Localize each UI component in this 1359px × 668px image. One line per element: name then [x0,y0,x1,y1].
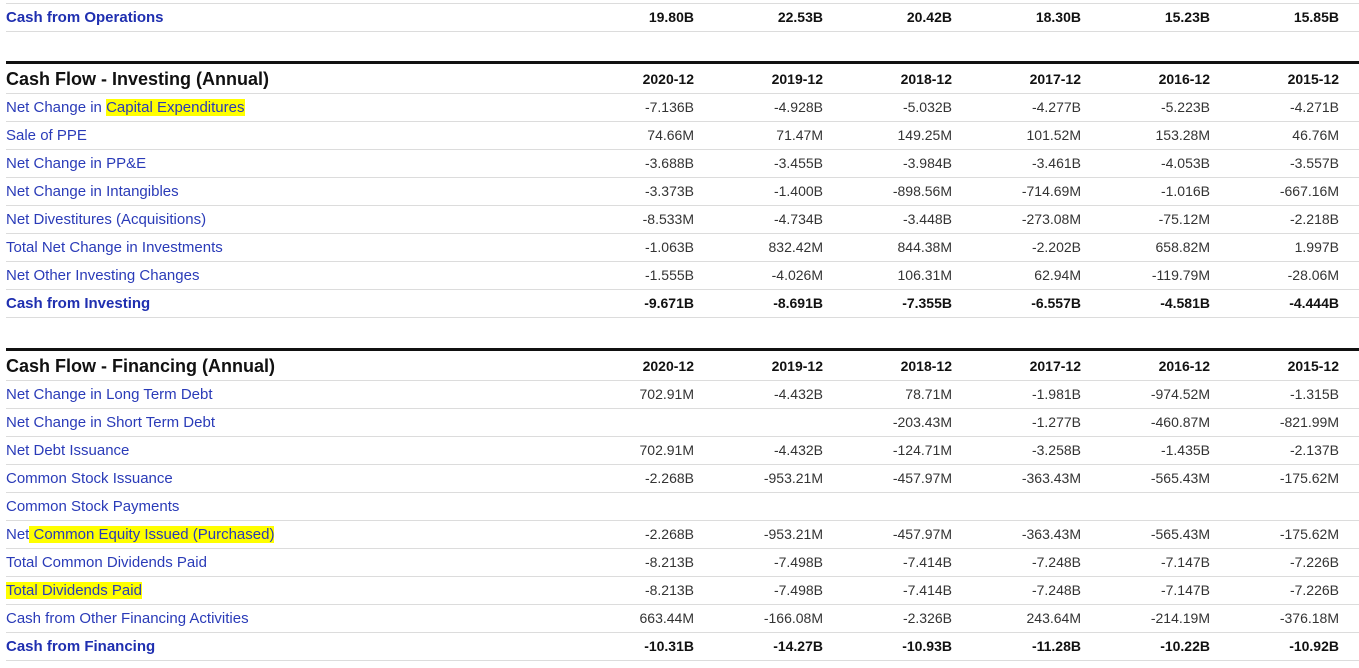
value-cell: -1.981B [1031,386,1081,402]
value-cell: -2.137B [1289,442,1339,458]
value-cell: -4.053B [1160,155,1210,171]
value-cell: -10.92B [1289,638,1339,654]
year-header: 2015-12 [1287,358,1339,374]
value-cell: 243.64M [1026,610,1081,626]
value-cell: -10.93B [902,638,952,654]
year-header: 2016-12 [1158,358,1210,374]
value-cell: -7.226B [1289,554,1339,570]
year-header: 2019-12 [771,71,823,87]
table-row [6,262,1359,290]
value-cell: -565.43M [1150,470,1210,486]
value-cell: -7.136B [644,99,694,115]
row-label[interactable]: Cash from Other Financing Activities [6,610,249,627]
value-cell: -7.147B [1160,554,1210,570]
value-cell: 844.38M [897,239,952,255]
highlighted-label-text: Capital Expenditures [106,99,245,116]
value-cell: 74.66M [647,127,694,143]
value-cell: 1.997B [1294,239,1339,255]
value-cell: -8.213B [644,554,694,570]
value-cell: -7.248B [1031,582,1081,598]
value-cell: -203.43M [892,414,952,430]
table-row [6,94,1359,122]
table-row [6,409,1359,437]
value-cell: -4.928B [773,99,823,115]
table-row [6,437,1359,465]
value-cell: -8.533M [642,211,694,227]
row-label[interactable] [6,521,274,548]
value-cell: -457.97M [892,526,952,542]
table-row [6,234,1359,262]
value-cell: -3.373B [644,183,694,199]
value-cell: -7.147B [1160,582,1210,598]
value-cell: -1.315B [1289,386,1339,402]
value-cell: -4.432B [773,386,823,402]
table-row [6,521,1359,549]
row-label[interactable]: Net Change in Short Term Debt [6,414,215,431]
row-label[interactable]: Cash from Investing [6,295,151,312]
value-cell: -2.218B [1289,211,1339,227]
value-cell: -7.248B [1031,554,1081,570]
value-cell: 46.76M [1292,127,1339,143]
value-cell: 101.52M [1026,127,1081,143]
value-cell: -1.277B [1031,414,1081,430]
value-cell: 19.80B [648,9,694,25]
row-label[interactable]: Net Other Investing Changes [6,267,200,284]
value-cell: -3.455B [773,155,823,171]
value-cell: -3.984B [902,155,952,171]
value-cell: -2.268B [644,470,694,486]
financing-header [6,348,1359,381]
value-cell: -1.016B [1160,183,1210,199]
row-label[interactable]: Sale of PPE [6,127,87,144]
value-cell: -3.461B [1031,155,1081,171]
value-cell: -3.448B [902,211,952,227]
row-label[interactable]: Net Change in PP&E [6,155,147,172]
year-header: 2020-12 [642,71,694,87]
value-cell: -667.16M [1279,183,1339,199]
value-cell: 149.25M [897,127,952,143]
value-cell: -953.21M [763,526,823,542]
value-cell: 20.42B [906,9,952,25]
table-row [6,605,1359,633]
value-cell: -214.19M [1150,610,1210,626]
value-cell: 702.91M [639,386,694,402]
value-cell: -9.671B [644,295,694,311]
value-cell: -175.62M [1279,470,1339,486]
value-cell: -4.734B [773,211,823,227]
value-cell: 22.53B [777,9,823,25]
value-cell: -953.21M [763,470,823,486]
section-title: Cash Flow - Investing (Annual) [6,69,270,89]
value-cell: -376.18M [1279,610,1339,626]
value-cell: -10.22B [1160,638,1210,654]
table-row [6,206,1359,234]
value-cell: -3.557B [1289,155,1339,171]
financing-table [6,348,1359,661]
value-cell: -4.277B [1031,99,1081,115]
value-cell: -2.326B [902,610,952,626]
value-cell: -363.43M [1021,526,1081,542]
investing-table [6,61,1359,318]
row-label[interactable] [6,94,245,121]
table-row [6,633,1359,661]
value-cell: -7.355B [902,295,952,311]
table-row [6,493,1359,521]
value-cell: -175.62M [1279,526,1339,542]
table-row [6,465,1359,493]
label-text: Net Change in [6,99,107,116]
value-cell: 15.23B [1164,9,1210,25]
value-cell: -166.08M [763,610,823,626]
value-cell: -4.581B [1160,295,1210,311]
value-cell: 832.42M [768,239,823,255]
year-header: 2020-12 [642,358,694,374]
row-label[interactable] [6,577,142,604]
row-label-cash-from-operations[interactable]: Cash from Operations [6,9,164,26]
value-cell: -124.71M [892,442,952,458]
value-cell: 106.31M [897,267,952,283]
value-cell: -4.432B [773,442,823,458]
row-label[interactable]: Net Debt Issuance [6,442,130,459]
value-cell: -75.12M [1158,211,1210,227]
highlighted-label-text: Total Dividends Paid [6,582,142,599]
label-text: Net [6,526,30,543]
value-cell: -974.52M [1150,386,1210,402]
row-label[interactable]: Total Common Dividends Paid [6,554,207,571]
value-cell: -119.79M [1151,267,1210,283]
table-row [6,178,1359,206]
year-header: 2018-12 [900,71,952,87]
value-cell: 71.47M [776,127,823,143]
table-row [6,381,1359,409]
value-cell: 78.71M [905,386,952,402]
table-row [6,4,1359,32]
value-cell: -28.06M [1287,267,1339,283]
year-header: 2019-12 [771,358,823,374]
year-header: 2017-12 [1029,358,1081,374]
table-row [6,577,1359,605]
table-row [6,549,1359,577]
value-cell: -460.87M [1150,414,1210,430]
value-cell: -273.08M [1021,211,1081,227]
value-cell: -2.268B [644,526,694,542]
row-label[interactable]: Cash from Financing [6,638,156,655]
row-label[interactable]: Common Stock Issuance [6,470,173,487]
value-cell: -1.435B [1160,442,1210,458]
value-cell: -7.498B [773,554,823,570]
row-label[interactable]: Common Stock Payments [6,498,180,515]
value-cell: 18.30B [1035,9,1081,25]
value-cell: 702.91M [639,442,694,458]
value-cell: -7.498B [773,582,823,598]
table-row [6,290,1359,318]
investing-header [6,61,1359,94]
value-cell: 663.44M [639,610,694,626]
value-cell: -14.27B [773,638,823,654]
value-cell: -363.43M [1021,470,1081,486]
year-header: 2016-12 [1158,71,1210,87]
value-cell: 153.28M [1155,127,1210,143]
value-cell: -4.444B [1289,295,1339,311]
value-cell: -1.555B [644,267,694,283]
value-cell: -1.400B [773,183,823,199]
year-header: 2018-12 [900,358,952,374]
value-cell: -8.691B [773,295,823,311]
row-label[interactable]: Total Net Change in Investments [6,239,223,256]
highlighted-label-text: Common Equity Issued (Purchased) [29,526,275,543]
row-label[interactable]: Net Divestitures (Acquisitions) [6,211,207,228]
row-label[interactable]: Net Change in Long Term Debt [6,386,213,403]
value-cell: -7.414B [902,554,952,570]
value-cell: -3.688B [644,155,694,171]
value-cell: 658.82M [1155,239,1210,255]
value-cell: -10.31B [644,638,694,654]
row-label[interactable]: Net Change in Intangibles [6,183,179,200]
value-cell: -565.43M [1150,526,1210,542]
value-cell: -714.69M [1021,183,1081,199]
value-cell: 62.94M [1034,267,1081,283]
value-cell: -3.258B [1031,442,1081,458]
operations-table [6,4,1359,32]
value-cell: -7.226B [1289,582,1339,598]
year-header: 2017-12 [1029,71,1081,87]
value-cell: -2.202B [1031,239,1081,255]
value-cell: 15.85B [1293,9,1339,25]
value-cell: -4.026M [771,267,823,283]
table-row [6,150,1359,178]
value-cell: -5.032B [902,99,952,115]
value-cell: -5.223B [1160,99,1210,115]
value-cell: -7.414B [902,582,952,598]
section-title: Cash Flow - Financing (Annual) [6,356,275,376]
value-cell: -4.271B [1289,99,1339,115]
table-row [6,122,1359,150]
value-cell: -821.99M [1279,414,1339,430]
value-cell: -1.063B [644,239,694,255]
value-cell: -6.557B [1031,295,1081,311]
year-header: 2015-12 [1287,71,1339,87]
value-cell: -457.97M [892,470,952,486]
value-cell: -11.28B [1031,638,1081,654]
value-cell: -8.213B [644,582,694,598]
value-cell: -898.56M [892,183,952,199]
